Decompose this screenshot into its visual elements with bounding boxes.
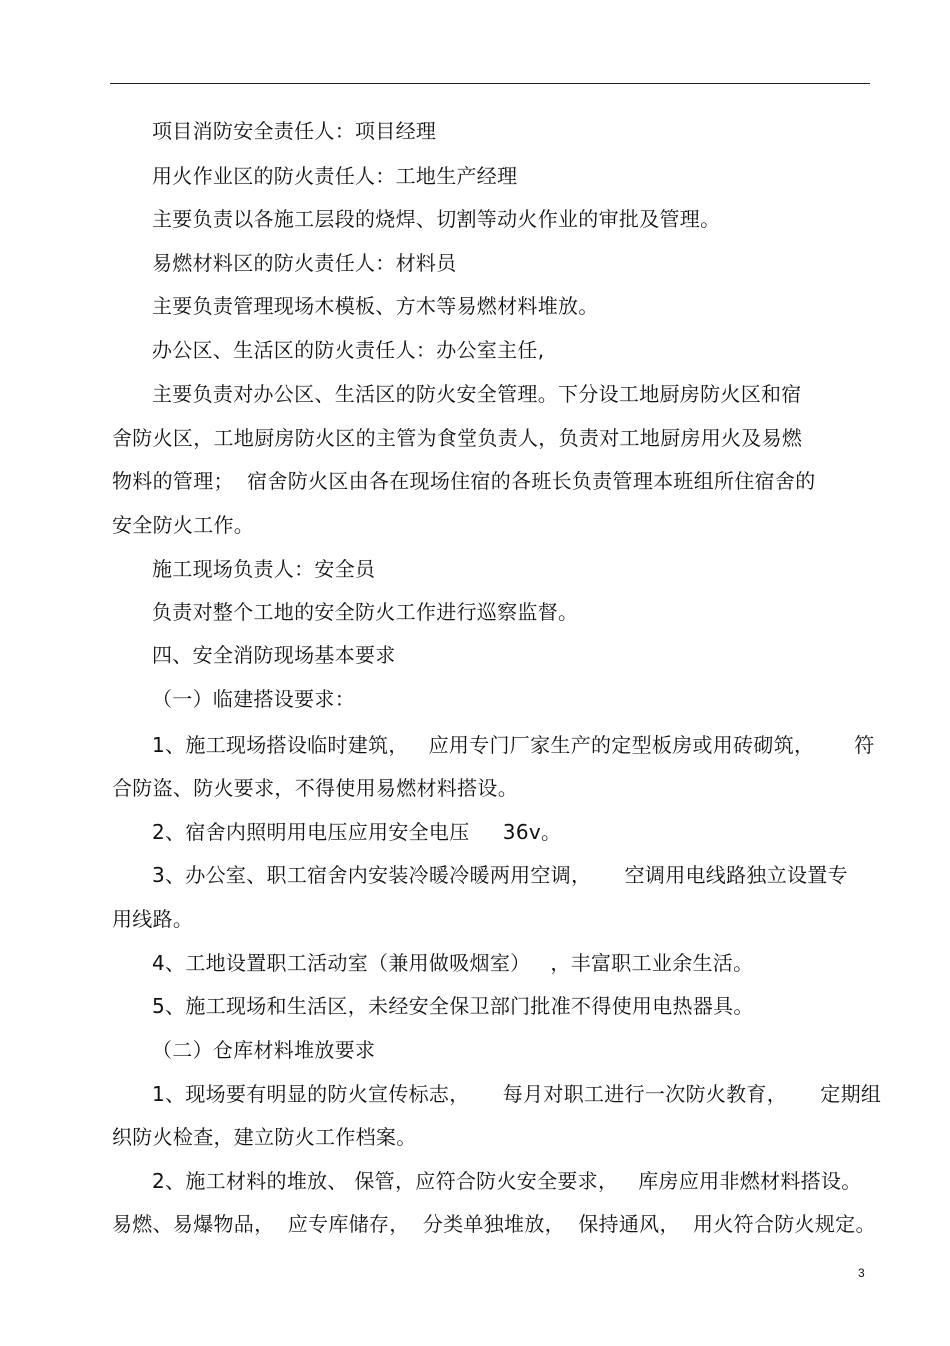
text-line: 办公区、生活区的防火责任人：办公室主任, — [152, 338, 545, 362]
text-line: 施工现场负责人：安全员 — [152, 557, 376, 581]
text-line: 织防火检查，建立防火工作档案。 — [112, 1125, 417, 1149]
text-line: 2、宿舍内照明用电压应用安全电压 36v。 — [152, 820, 562, 844]
text-line: 用火作业区的防火责任人：工地生产经理 — [152, 164, 518, 188]
text-line: 1、施工现场搭设临时建筑， 应用专门厂家生产的定型板房或用砖砌筑， 符 — [152, 733, 875, 757]
page-number: 3 — [858, 1266, 865, 1280]
section-heading: 四、安全消防现场基本要求 — [152, 643, 396, 667]
text-line: 主要负责管理现场木模板、方木等易燃材料堆放。 — [152, 294, 599, 318]
text-line: 安全防火工作。 — [112, 513, 255, 537]
header-rule — [110, 83, 870, 84]
text-line: 1、现场要有明显的防火宣传标志， 每月对职工进行一次防火教育， 定期组 — [152, 1082, 882, 1106]
text-line: 4、工地设置职工活动室（兼用做吸烟室） ，丰富职工业余生活。 — [152, 951, 754, 975]
text-line: 负责对整个工地的安全防火工作进行巡察监督。 — [152, 600, 579, 624]
text-line: 项目消防安全责任人：项目经理 — [152, 119, 437, 143]
text-line: 主要负责以各施工层段的烧焊、切割等动火作业的审批及管理。 — [152, 207, 721, 231]
text-line: 3、办公室、职工宿舍内安装冷暖冷暖两用空调， 空调用电线路独立设置专 — [152, 863, 848, 887]
text-line: 合防盗、防火要求，不得使用易燃材料搭设。 — [112, 776, 518, 800]
subsection-heading: （一）临建搭设要求： — [152, 687, 355, 711]
text-line: 易燃材料区的防火责任人：材料员 — [152, 251, 457, 275]
subsection-heading: （二）仓库材料堆放要求 — [152, 1038, 376, 1062]
text-line: 用线路。 — [112, 907, 194, 931]
text-line: 物料的管理； 宿舍防火区由各在现场住宿的各班长负责管理本班组所住宿舍的 — [112, 469, 816, 493]
text-line: 舍防火区，工地厨房防火区的主管为食堂负责人，负责对工地厨房用火及易燃 — [112, 426, 803, 450]
text-line: 易燃、易爆物品， 应专库储存， 分类单独堆放， 保持通风， 用火符合防火规定。 — [112, 1212, 876, 1236]
text-line: 5、施工现场和生活区，未经安全保卫部门批准不得使用电热器具。 — [152, 994, 754, 1018]
text-line: 2、施工材料的堆放、 保管，应符合防火安全要求， 库房应用非燃材料搭设。 — [152, 1169, 862, 1193]
text-line: 主要负责对办公区、生活区的防火安全管理。下分设工地厨房防火区和宿 — [152, 382, 802, 406]
